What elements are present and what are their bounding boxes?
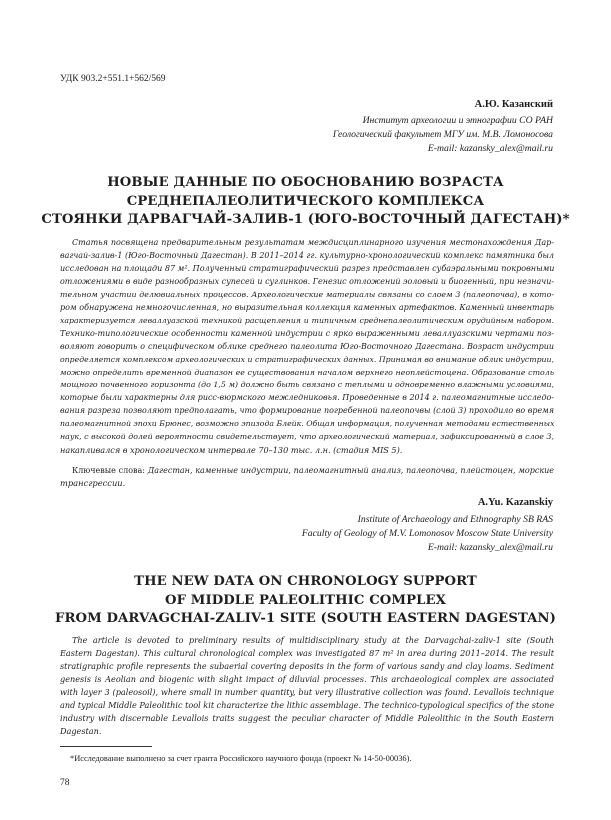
title-ru <box>40 174 571 230</box>
affiliation-en <box>302 513 553 555</box>
keywords-line <box>60 464 554 477</box>
abstract-line: можно определить временной диапазон ее существования началом верхнего неоплейстоцена. Образование столь <box>60 367 554 377</box>
keywords-value: Дагестан, каменные индустрии, палеомагнитный анализ, палеопочва, плейстоцен, морские <box>147 466 554 475</box>
abstract-line: genesis is Aeolian and biogenic with slight impact of diluvial processes. This archaeological complex are associated <box>60 673 554 684</box>
title-line: НОВЫЕ ДАННЫЕ ПО ОБОСНОВАНИЮ ВОЗРАСТА <box>107 175 504 190</box>
title-line: THE NEW DATA ON CHRONOLOGY SUPPORT <box>134 574 477 589</box>
abstract-line: накапливался в хронологическом интервале 70–130 тыс. л.н. (стадия MIS 5). <box>60 445 403 456</box>
udk-code: УДК 903.2+551.1+562/569 <box>60 74 166 84</box>
abstract-line: определяется комплексом археологических и стратиграфических данных. Принимая во внимание облик индустрии, <box>60 354 554 364</box>
abstract-line: исследован на площади 87 м². Полученный стратиграфический разрез представлен субаэральными покровными <box>60 263 554 273</box>
email-ru: E-mail: kazansky_alex@mail.ru <box>427 143 553 154</box>
abstract-line: воляют говорить о специфическом облике среднего палеолита Юго-Восточного Дагестана. Возраст индустрии <box>60 341 554 351</box>
affiliation-line: Институт археологии и этнографии СО РАН <box>362 115 553 126</box>
abstract-en <box>60 634 554 738</box>
author-ru: А.Ю. Казанский <box>474 99 553 110</box>
abstract-line: with layer 3 (paleosoil), where small in number quantity, but very illustrative collection was found. Levallois technique <box>60 686 554 697</box>
title-line: СТОЯНКИ ДАРВАГЧАЙ-ЗАЛИВ-1 (ЮГО-ВОСТОЧНЫЙ ДАГЕСТАН)* <box>41 212 570 227</box>
title-line: СРЕДНЕПАЛЕОЛИТИЧЕСКОГО КОМПЛЕКСА <box>126 193 485 209</box>
abstract-line: палеомагнитной эпохи Брюнес, возможно эпизода Блейк. Общая информация, полученная методами естественных <box>60 419 554 429</box>
abstract-line: Dagestan. <box>60 725 102 736</box>
keywords-ru <box>60 464 554 490</box>
abstract-line: The article is devoted to preliminary results of multidisciplinary study at the Darvagchai-zaliv-1 site (South <box>72 635 554 645</box>
title-line: OF MIDDLE PALEOLITHIC COMPLEX <box>165 592 446 608</box>
abstract-line: тельном участии делювиальных процессов. Археологические материалы связаны со слоем 3 (палеопочва), в кото- <box>60 289 554 299</box>
abstract-line: ром обнаружена немногочисленная, но выразительная коллекция каменных артефактов. Каменный инвентарь <box>60 302 554 312</box>
keywords-label: Ключевые слова: <box>72 466 145 475</box>
abstract-line: наук, с высокой долей вероятности свидетельствует, что археологический материал, зафиксированный в слое 3, <box>60 432 554 442</box>
email-en: E-mail: kazansky_alex@mail.ru <box>427 542 553 553</box>
affiliation-line: Faculty of Geology of M.V. Lomonosov Moscow State University <box>301 528 553 539</box>
abstract-line: Технико-типологические особенности каменной индустрии с ярко выраженными леваллуазскими чертами поз- <box>60 328 554 338</box>
abstract-line: характеризуется леваллуазской техникой расщепления и типичным среднепалеолитическим орудийным набором. <box>60 315 554 325</box>
abstract-line: которые были характерны для рисс-вюрмского межледниковья. Проведенные в 2014 г. палеомагнитные исследо- <box>60 393 554 403</box>
title-en <box>40 573 571 629</box>
abstract-ru <box>60 237 554 457</box>
abstract-line: вагчай-залив-1 (Юго-Восточный Дагестан). В 2011–2014 гг. культурно-хронологический комплекс памятника был <box>60 250 554 260</box>
page-number: 78 <box>60 778 70 788</box>
affiliation-line: Institute of Archaeology and Ethnography SB RAS <box>357 514 553 525</box>
abstract-line: industry with discernable Levallois traits suggest the peculiar character of Middle Paleolithic in the South Eastern <box>60 712 554 723</box>
abstract-line: and typical Middle Paleolithic tool kit characterize the lithic assemblage. The technico-typological specifics of the stone <box>60 699 554 710</box>
abstract-line: Eastern Dagestan). This cultural chronological complex was investigated 87 m² in area during 2011–2014. The result <box>60 647 554 658</box>
author-en: A.Yu. Kazanskiy <box>477 497 553 508</box>
footnote: *Исследование выполнено за счет гранта Российского научного фонда (проект № 14-50-00036). <box>70 754 412 763</box>
abstract-line: stratigraphic profile represents the subaerial covering deposits in the form of various sandy and clay loams. Sediment <box>60 660 554 671</box>
title-line: FROM DARVAGCHAI-ZALIV-1 SITE (SOUTH EASTERN DAGESTAN) <box>55 611 556 626</box>
keywords-line: трансгрессии. <box>60 478 126 488</box>
abstract-line: вания разреза позволяют предполагать, что формирование погребенной палеопочвы (слой 3) проходило во время <box>60 406 554 416</box>
abstract-line: отложениями в виде разнообразных супесей и суглинков. Генезис отложений эоловый и биогенный, при незначи- <box>60 276 554 286</box>
abstract-line: Статья посвящена предварительным результатам междисциплинарного изучения местонахождения Дар- <box>72 238 554 247</box>
affiliation-line: Геологический факультет МГУ им. М.В. Ломоносова <box>332 129 553 140</box>
abstract-line: мощного почвенного горизонта (до 1,5 м) должно быть связано с теплыми и одновременно влажными условиями, <box>60 380 554 390</box>
footnote-rule <box>60 746 152 747</box>
affiliation-ru <box>333 114 553 156</box>
